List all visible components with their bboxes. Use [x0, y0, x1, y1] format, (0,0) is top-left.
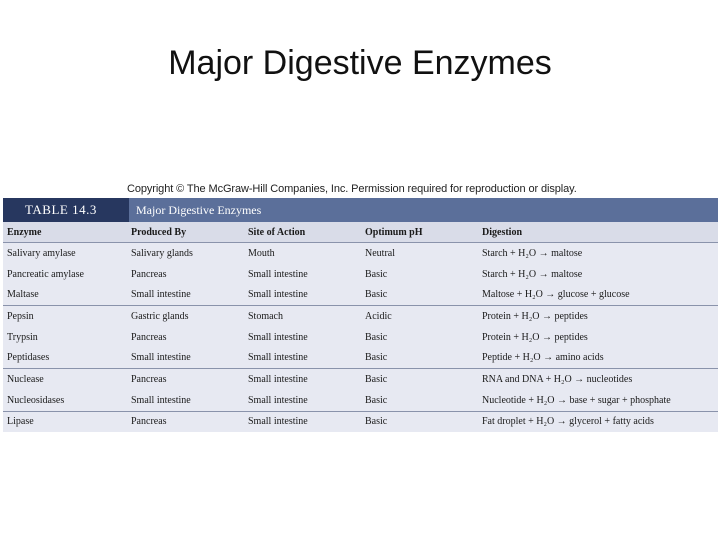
cell-digestion: Starch + H₂O → maltose: [482, 268, 583, 280]
column-header-digestion: Digestion: [482, 226, 522, 238]
cell-produced-by: Pancreas: [131, 268, 167, 280]
cell-enzyme: Salivary amylase: [7, 247, 76, 259]
cell-digestion: RNA and DNA + H₂O → nucleotides: [482, 373, 633, 385]
column-header-produced-by: Produced By: [131, 226, 187, 238]
cell-digestion: Protein + H₂O → peptides: [482, 331, 588, 343]
cell-optimum-ph: Acidic: [365, 310, 392, 322]
cell-enzyme: Trypsin: [7, 331, 38, 343]
cell-produced-by: Salivary glands: [131, 247, 193, 259]
cell-produced-by: Small intestine: [131, 352, 191, 364]
enzyme-table: [3, 198, 718, 432]
cell-produced-by: Gastric glands: [131, 310, 189, 322]
copyright-notice: Copyright © The McGraw-Hill Companies, Inc. Permission required for reproduction or display.: [127, 183, 577, 195]
cell-optimum-ph: Basic: [365, 373, 388, 385]
cell-site-of-action: Mouth: [248, 247, 275, 259]
cell-site-of-action: Small intestine: [248, 416, 308, 428]
cell-produced-by: Pancreas: [131, 331, 167, 343]
column-header-optimum-ph: Optimum pH: [365, 226, 423, 238]
cell-produced-by: Pancreas: [131, 416, 167, 428]
table-row: [3, 305, 718, 327]
column-header-row: [3, 222, 718, 242]
cell-digestion: Peptide + H₂O → amino acids: [482, 352, 604, 364]
cell-digestion: Nucleotide + H₂O → base + sugar + phosphate: [482, 394, 671, 406]
cell-digestion: Protein + H₂O → peptides: [482, 310, 588, 322]
cell-enzyme: Pepsin: [7, 310, 34, 322]
cell-site-of-action: Small intestine: [248, 352, 308, 364]
table-row: [3, 284, 718, 305]
cell-digestion: Fat droplet + H₂O → glycerol + fatty acids: [482, 416, 654, 428]
cell-site-of-action: Stomach: [248, 310, 283, 322]
cell-site-of-action: Small intestine: [248, 289, 308, 301]
cell-site-of-action: Small intestine: [248, 394, 308, 406]
table-row: [3, 368, 718, 390]
table-row: [3, 327, 718, 348]
cell-enzyme: Nucleosidases: [7, 394, 65, 406]
table-number: TABLE 14.3: [3, 198, 129, 222]
cell-optimum-ph: Basic: [365, 268, 388, 280]
cell-optimum-ph: Basic: [365, 352, 388, 364]
cell-site-of-action: Small intestine: [248, 331, 308, 343]
cell-enzyme: Peptidases: [7, 352, 50, 364]
cell-optimum-ph: Basic: [365, 416, 388, 428]
column-header-site-of-action: Site of Action: [248, 226, 306, 238]
slide-title: Major Digestive Enzymes: [168, 44, 552, 82]
table-header: [3, 198, 718, 222]
cell-digestion: Starch + H₂O → maltose: [482, 247, 583, 259]
cell-enzyme: Maltase: [7, 289, 39, 301]
cell-enzyme: Nuclease: [7, 373, 44, 385]
cell-optimum-ph: Basic: [365, 289, 388, 301]
table-row: [3, 264, 718, 285]
cell-optimum-ph: Basic: [365, 394, 388, 406]
cell-produced-by: Small intestine: [131, 394, 191, 406]
table-row: [3, 347, 718, 368]
cell-site-of-action: Small intestine: [248, 268, 308, 280]
cell-enzyme: Lipase: [7, 416, 34, 428]
table-row: [3, 390, 718, 411]
column-header-enzyme: Enzyme: [7, 226, 42, 238]
cell-optimum-ph: Neutral: [365, 247, 395, 259]
cell-optimum-ph: Basic: [365, 331, 388, 343]
cell-produced-by: Pancreas: [131, 373, 167, 385]
cell-site-of-action: Small intestine: [248, 373, 308, 385]
table-row: [3, 242, 718, 264]
cell-enzyme: Pancreatic amylase: [7, 268, 84, 280]
cell-digestion: Maltose + H₂O → glucose + glucose: [482, 289, 630, 301]
cell-produced-by: Small intestine: [131, 289, 191, 301]
table-caption: Major Digestive Enzymes: [136, 203, 262, 217]
table-row: [3, 411, 718, 433]
